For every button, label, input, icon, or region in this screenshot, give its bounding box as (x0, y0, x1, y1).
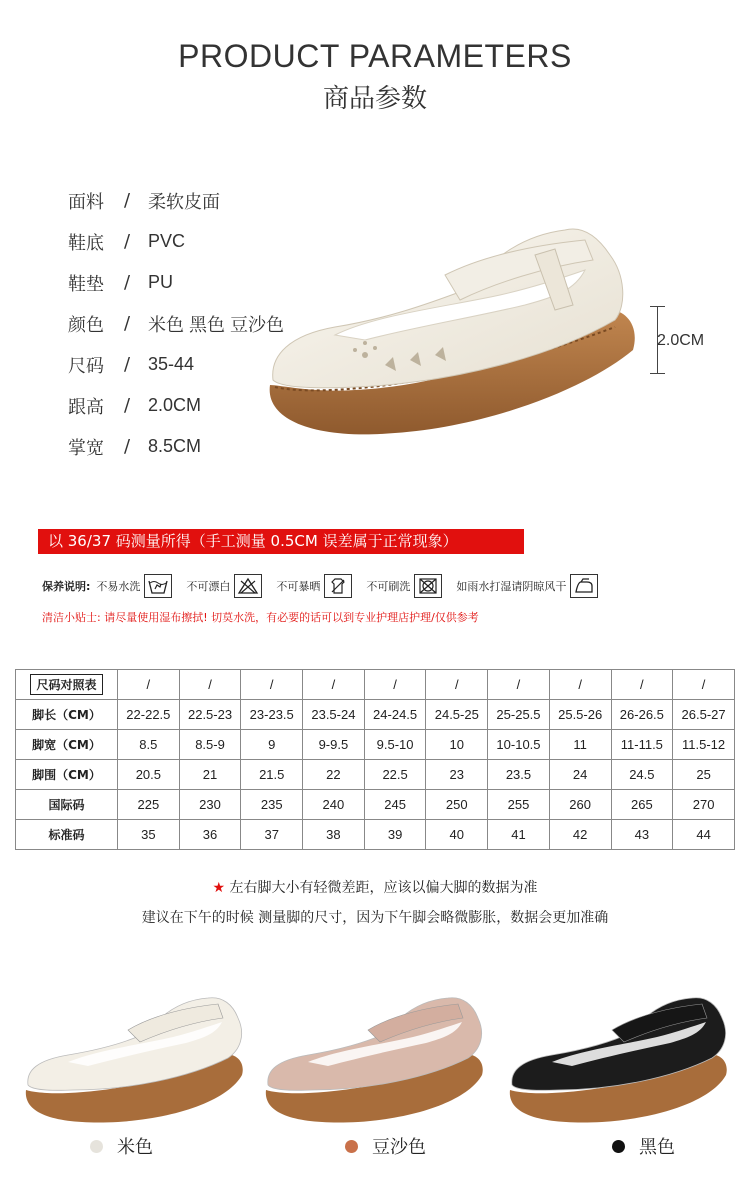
param-value: PVC (148, 231, 186, 251)
table-cell: 8.5-9 (179, 730, 241, 760)
table-cell: 24.5 (611, 760, 673, 790)
param-row-heel (68, 385, 284, 426)
param-row-sole (68, 221, 284, 262)
table-cell: 23.5-24 (303, 700, 365, 730)
table-cell: 37 (241, 820, 303, 850)
color-swatch (90, 1140, 103, 1153)
table-cell: 24 (549, 760, 611, 790)
table-cell: 9.5-10 (364, 730, 426, 760)
size-chart-table (15, 669, 735, 850)
table-row (16, 760, 735, 790)
param-key: 鞋底 (68, 232, 104, 254)
size-note-line2: 建议在下午的时候 测量脚的尺寸，因为下午脚会略微膨胀，数据会更加准确 (141, 910, 609, 926)
param-value: PU (148, 272, 174, 292)
care-instructions (42, 574, 612, 598)
shoe-variant-beige (18, 990, 248, 1134)
table-row (16, 790, 735, 820)
table-cell: 21 (179, 760, 241, 790)
table-cell: 11.5-12 (673, 730, 735, 760)
row-label: 脚宽（CM） (16, 730, 118, 760)
table-cell: 26.5-27 (673, 700, 735, 730)
table-cell: 23.5 (488, 760, 550, 790)
color-name: 米色 (117, 1137, 153, 1158)
param-key: 面料 (68, 191, 104, 213)
table-cell: 25.5-26 (549, 700, 611, 730)
dimension-tick-bottom (650, 373, 665, 374)
param-value: 8.5CM (148, 436, 202, 456)
param-key: 鞋垫 (68, 273, 104, 295)
table-cell: 235 (241, 790, 303, 820)
size-chart-title: 尺码对照表 (30, 674, 102, 695)
table-cell: 44 (673, 820, 735, 850)
iron-icon (570, 574, 598, 598)
table-cell: / (241, 670, 303, 700)
table-cell: 250 (426, 790, 488, 820)
care-text: 不可刷洗 (366, 580, 411, 593)
table-cell: 270 (673, 790, 735, 820)
title-chinese: 商品参数 (322, 84, 427, 114)
no-brush-icon (414, 574, 442, 598)
table-cell: / (611, 670, 673, 700)
param-value: 35-44 (148, 354, 195, 374)
care-label: 保养说明: (42, 580, 91, 593)
table-cell: 260 (549, 790, 611, 820)
param-value: 米色 黑色 豆沙色 (148, 314, 285, 335)
color-name: 黑色 (639, 1137, 675, 1158)
table-cell: 22.5 (364, 760, 426, 790)
table-cell: 40 (426, 820, 488, 850)
row-label: 标准码 (16, 820, 118, 850)
care-text: 不可暴晒 (276, 580, 321, 593)
table-cell: 11 (549, 730, 611, 760)
color-swatch (345, 1140, 358, 1153)
table-cell: 21.5 (241, 760, 303, 790)
table-cell: 9 (241, 730, 303, 760)
table-cell: 25 (673, 760, 735, 790)
table-cell: 41 (488, 820, 550, 850)
care-text: 不可漂白 (186, 580, 231, 593)
star-icon: ★ (212, 880, 226, 896)
hero-shoe-image (255, 215, 645, 469)
table-cell: / (303, 670, 365, 700)
shoe-variant-black (502, 990, 732, 1134)
table-cell: 8.5 (118, 730, 180, 760)
table-cell: 43 (611, 820, 673, 850)
param-row-size (68, 344, 284, 385)
table-cell: 24.5-25 (426, 700, 488, 730)
table-row (16, 670, 735, 700)
table-cell: 25-25.5 (488, 700, 550, 730)
param-key: 跟高 (68, 396, 104, 418)
size-note-text: 左右脚大小有轻微差距，应该以偏大脚的数据为准 (229, 880, 538, 896)
table-cell: 39 (364, 820, 426, 850)
param-key: 颜色 (68, 314, 104, 336)
table-cell: 38 (303, 820, 365, 850)
table-cell: 24-24.5 (364, 700, 426, 730)
table-cell: / (549, 670, 611, 700)
param-value: 2.0CM (148, 395, 202, 415)
table-cell: / (426, 670, 488, 700)
param-separator: / (124, 395, 131, 416)
param-row-material (68, 180, 284, 221)
param-separator: / (124, 190, 131, 211)
row-label: 脚长（CM） (16, 700, 118, 730)
param-row-insole (68, 262, 284, 303)
table-cell: / (179, 670, 241, 700)
table-cell: 23 (426, 760, 488, 790)
dimension-tick-top (650, 306, 665, 307)
table-row (16, 820, 735, 850)
shoe-variant-bean-paste (258, 990, 488, 1134)
table-cell: 245 (364, 790, 426, 820)
table-row (16, 700, 735, 730)
table-cell: / (118, 670, 180, 700)
table-cell: / (488, 670, 550, 700)
table-cell: 22.5-23 (179, 700, 241, 730)
care-text: 不易水洗 (96, 580, 141, 593)
table-cell: 42 (549, 820, 611, 850)
parameter-list (68, 180, 284, 467)
table-cell: 265 (611, 790, 673, 820)
table-cell: 22 (303, 760, 365, 790)
measurement-note-banner: 以 36/37 码测量所得（手工测量 0.5CM 误差属于正常现象） (38, 529, 524, 554)
param-separator: / (124, 354, 131, 375)
param-key: 掌宽 (68, 437, 104, 459)
hand-wash-icon (144, 574, 172, 598)
table-cell: 225 (118, 790, 180, 820)
color-option-bean-paste[interactable] (345, 1133, 426, 1159)
row-label: 脚围（CM） (16, 760, 118, 790)
table-cell: 255 (488, 790, 550, 820)
table-cell: 230 (179, 790, 241, 820)
color-option-beige[interactable] (90, 1133, 153, 1159)
table-cell: 36 (179, 820, 241, 850)
no-bleach-icon (234, 574, 262, 598)
care-text: 如雨水打湿请阴晾风干 (456, 580, 567, 593)
param-value: 柔软皮面 (148, 191, 220, 212)
table-cell: 26-26.5 (611, 700, 673, 730)
color-swatch (612, 1140, 625, 1153)
table-cell: 22-22.5 (118, 700, 180, 730)
heel-height-label: 2.0CM (657, 332, 705, 349)
param-separator: / (124, 231, 131, 252)
title-english: PRODUCT PARAMETERS (178, 38, 572, 74)
table-cell: 23-23.5 (241, 700, 303, 730)
table-cell: 11-11.5 (611, 730, 673, 760)
param-separator: / (124, 272, 131, 293)
table-cell: 10 (426, 730, 488, 760)
param-row-color (68, 303, 284, 344)
table-cell: / (673, 670, 735, 700)
table-cell: 10-10.5 (488, 730, 550, 760)
table-cell: 9-9.5 (303, 730, 365, 760)
param-separator: / (124, 313, 131, 334)
table-cell: 35 (118, 820, 180, 850)
table-cell: / (364, 670, 426, 700)
color-option-black[interactable] (612, 1133, 675, 1159)
param-key: 尺码 (68, 355, 104, 377)
cleaning-tip: 清洁小贴士: 请尽量使用湿布擦拭! 切莫水洗，有必要的话可以到专业护理店护理/仅供参考 (42, 611, 479, 624)
param-row-width (68, 426, 284, 467)
color-name: 豆沙色 (372, 1137, 426, 1158)
row-label: 国际码 (16, 790, 118, 820)
no-sun-dry-icon (324, 574, 352, 598)
table-row (16, 730, 735, 760)
param-separator: / (124, 436, 131, 457)
table-cell: 240 (303, 790, 365, 820)
size-note-line1 (0, 877, 750, 897)
table-header-cell (16, 670, 118, 700)
table-cell: 20.5 (118, 760, 180, 790)
